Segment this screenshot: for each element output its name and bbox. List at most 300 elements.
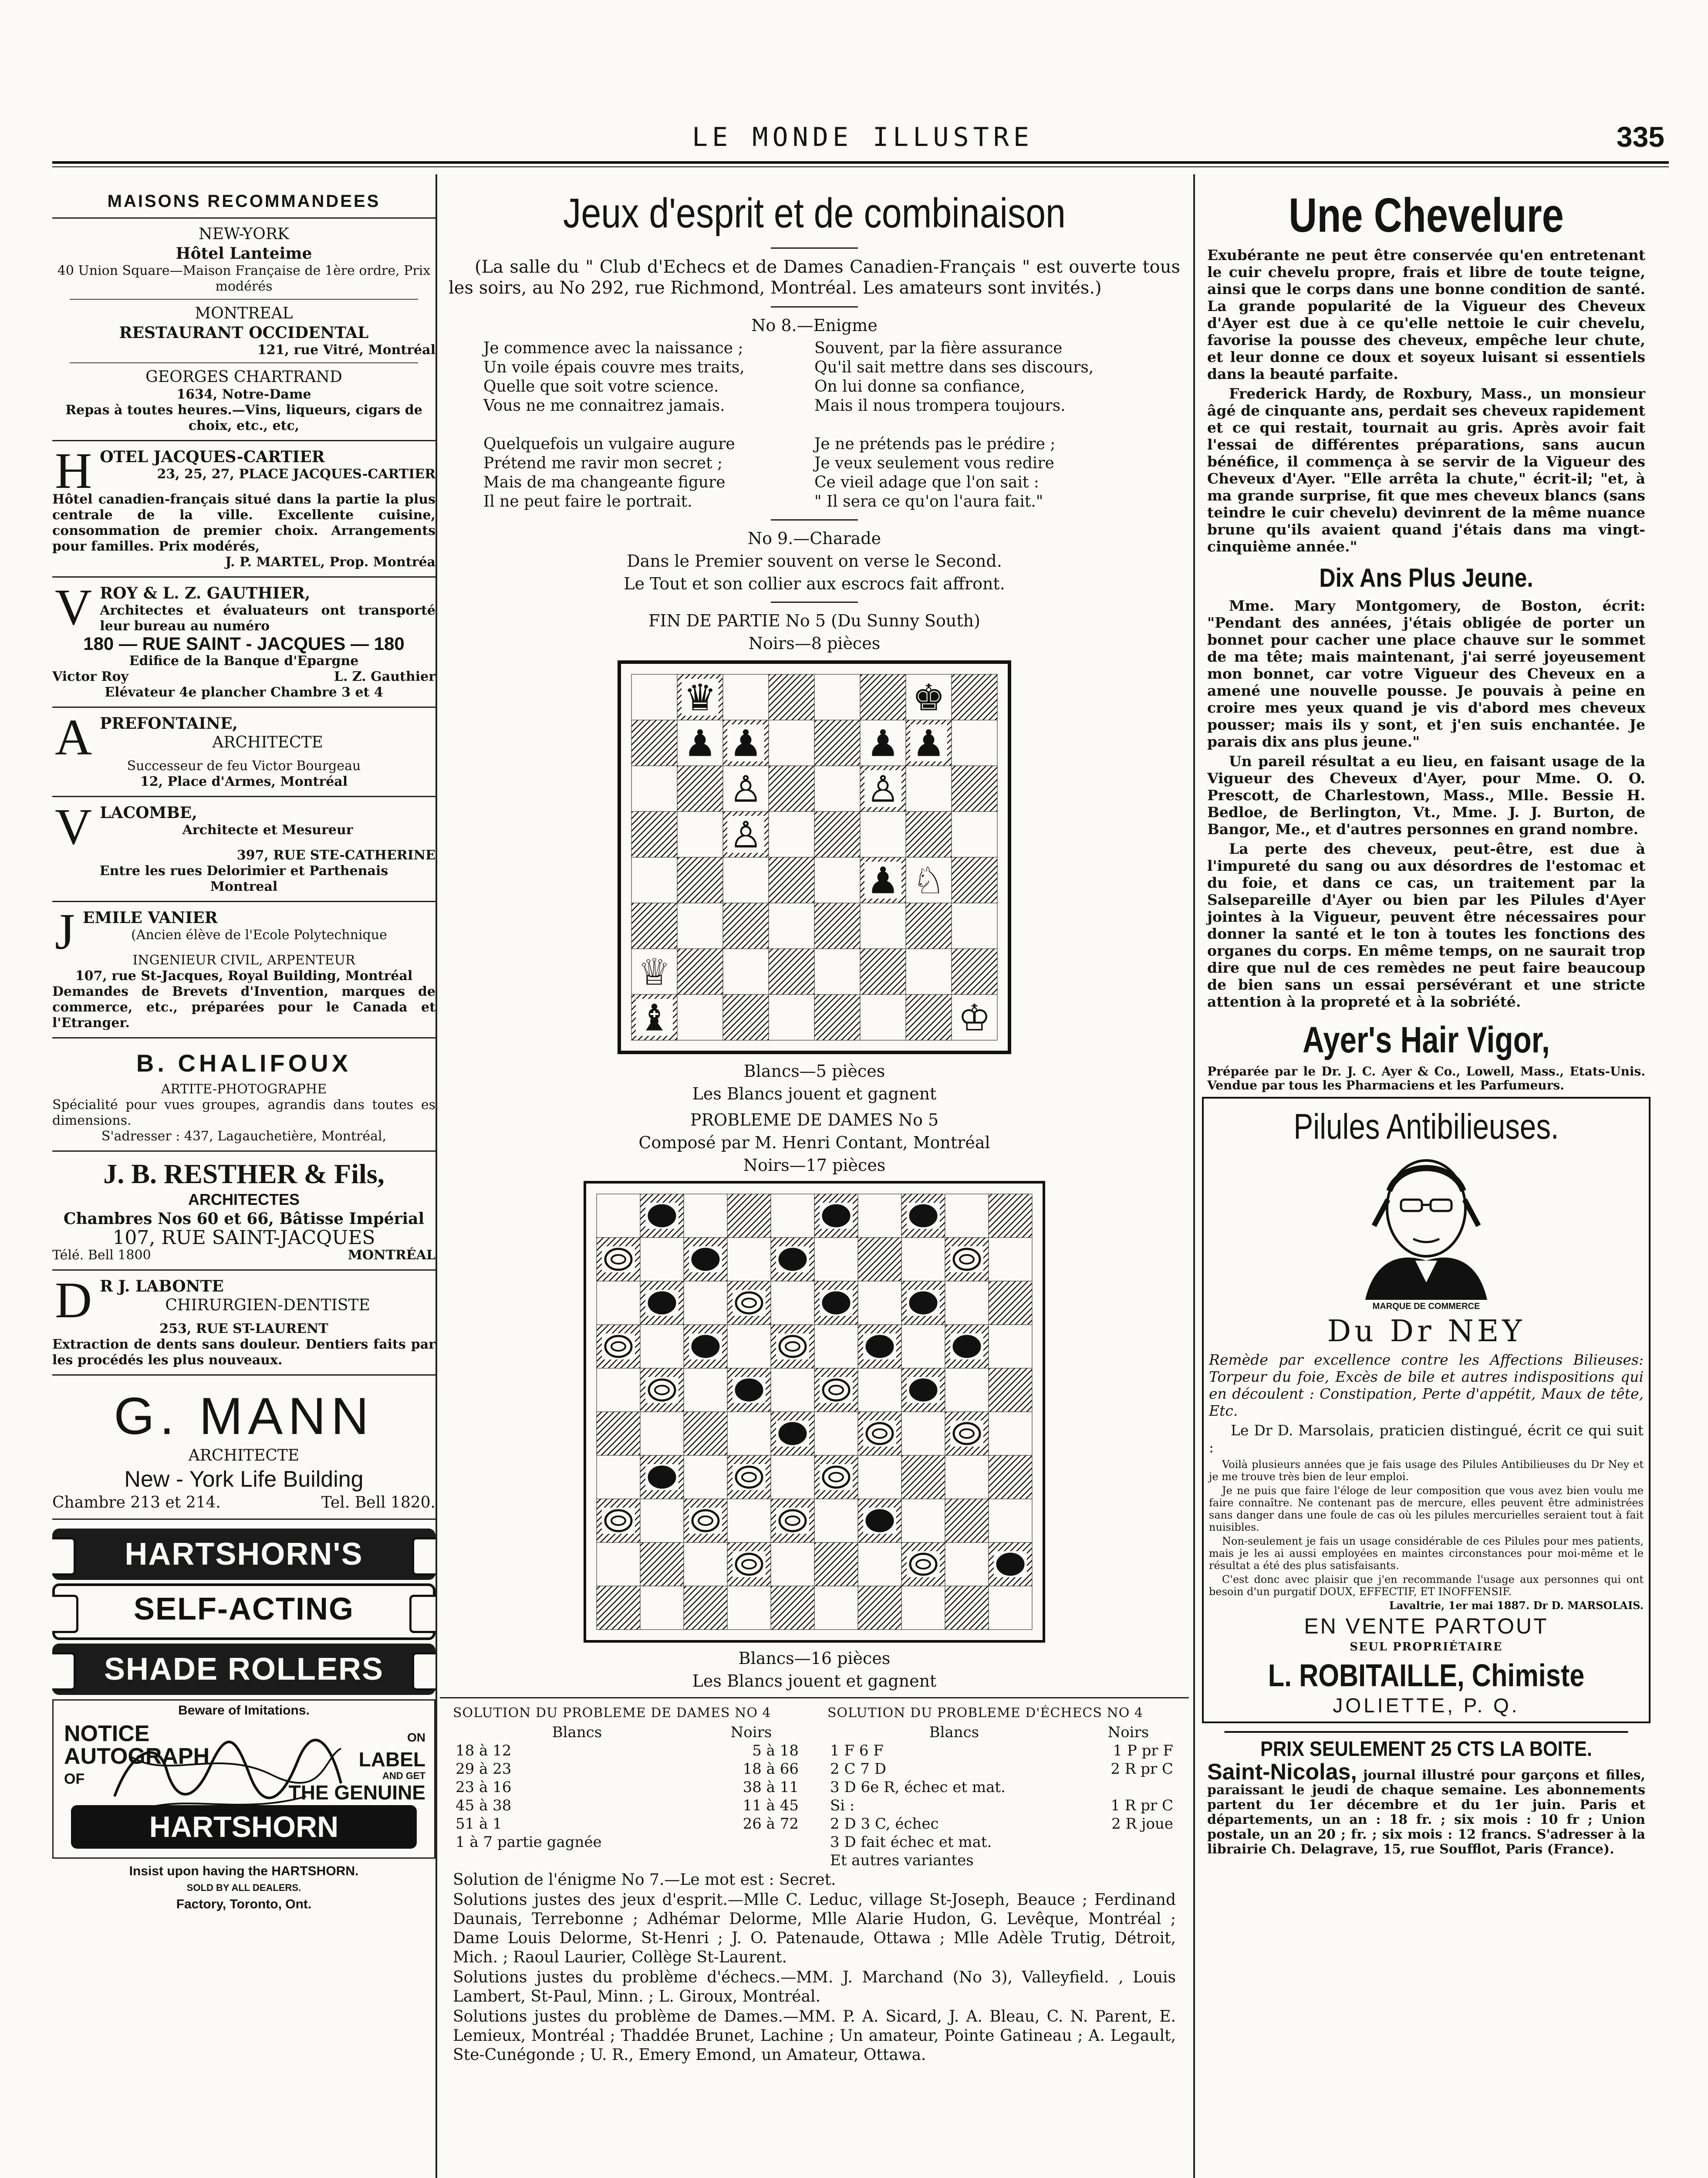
- checkers-square: [684, 1368, 727, 1412]
- roller-banner: [52, 1529, 435, 1580]
- table-row: [453, 1742, 801, 1760]
- dix-ans-p1: Mme. Mary Montgomery, de Boston, écrit: "Pendant des années, j'étais obligée de porter un bonnet pour cacher une place chauve sur le sommet de ma tête; mais maintenant, j'ai serré joyeusement mon bonnet, car votre Vigueur des Cheveux en a amené une nouvelle pousse. Je pouvais à peine en croire mes yeux quand je vis d'abord mes cheveux pousser; mais ils y sont, et j'en suis enchantée. Je parais dix ans plus jeune.": [1207, 597, 1645, 750]
- ad-role: Architecte et Mesureur: [182, 822, 353, 838]
- ad-proprietor: J. P. MARTEL, Prop. Montréa: [225, 555, 435, 570]
- poem-line: Qu'il sait mettre dans ses discours,: [814, 358, 1094, 376]
- chess-square: [952, 674, 997, 720]
- checkers-square: [901, 1412, 945, 1455]
- ad-divider: [52, 707, 435, 708]
- checkers-square: [597, 1586, 640, 1630]
- page-number: 335: [1616, 121, 1664, 153]
- checkers-square: [945, 1499, 989, 1542]
- black-checker: [910, 1292, 936, 1313]
- ad-address: 23, 25, 27, PLACE JACQUES-CARTIER: [157, 467, 435, 482]
- note: Solutions justes du problème d'échecs.—MM. J. Marchand (No 3), Valleyfield. , Louis Lambert, St-Paul, Minn. ; L. Giroux, Montréal.: [453, 1968, 1176, 2006]
- chess-square: [906, 949, 952, 994]
- insist-line: Insist upon having the HARTSHORN.: [129, 1864, 359, 1878]
- saint-nicolas-name: Saint-Nicolas,: [1207, 1759, 1357, 1785]
- ad-role: CHIRURGIEN-DENTISTE: [165, 1296, 370, 1314]
- checkers-square: [771, 1542, 814, 1586]
- saint-nicolas-text: journal illustré pour garçons et filles, paraissant le jeudi de chaque semaine. Les abonnements partent du 1er décembre et du 1er juin. Paris et départements, un an : 18 fr. ; six mois : 10 fr ; Union postale, un an 20 ; fr. ; six mois : 12 francs. S'adresser à la librairie Ch. Delagrave, 15, rue Soufflot, Paris (France).: [1207, 1768, 1645, 1857]
- chess-square: [631, 812, 677, 857]
- ad-desc: Repas à toutes heures.—Vins, liqueurs, cigars de choix, etc., etc,: [65, 402, 422, 433]
- chess-square: [952, 720, 997, 766]
- ad-name: B. CHALIFOUX: [136, 1049, 352, 1077]
- header-cell: Noirs: [730, 1724, 772, 1741]
- chess-caption: Les Blancs jouent et gagnent: [692, 1084, 937, 1103]
- chess-square: [677, 903, 723, 949]
- checkers-square: [945, 1368, 989, 1412]
- table-row: [453, 1833, 801, 1851]
- chess-piece: ♟: [912, 722, 945, 765]
- table-cell: 2 C 7 D: [830, 1760, 886, 1778]
- ad-mann: [52, 1382, 435, 1512]
- chess-piece: ♟: [729, 722, 763, 765]
- checkers-square: [814, 1238, 858, 1281]
- checkers-square: [989, 1238, 1032, 1281]
- ad-address: 180 — RUE SAINT - JACQUES — 180: [83, 633, 405, 654]
- ad-building: Edifice de la Banque d'Epargne: [129, 653, 359, 669]
- dr-ney-title: Du Dr NEY: [1327, 1314, 1526, 1349]
- short-rule: [771, 602, 858, 603]
- ad-address: 121, rue Vitré, Montréal: [257, 342, 435, 358]
- checkers-square: [771, 1455, 814, 1499]
- chess-square: [769, 674, 814, 720]
- chess-square: [631, 903, 677, 949]
- ad-divider: [52, 1269, 435, 1271]
- seul-proprietaire: SEUL PROPRIÉTAIRE: [1350, 1640, 1503, 1654]
- checkers-square: [901, 1455, 945, 1499]
- table-cell: 18 à 66: [743, 1760, 799, 1778]
- white-checker: [605, 1249, 631, 1270]
- header-rule: [52, 161, 1669, 164]
- ad-address: 397, RUE STE-CATHERINE: [236, 848, 435, 863]
- label-line: AND GET: [382, 1770, 425, 1781]
- ad-tel: Tel. Bell 1820.: [321, 1494, 435, 1512]
- short-rule: [771, 306, 858, 308]
- notice-line: NOTICE: [64, 1721, 150, 1746]
- checkers-white-count: Blancs—16 pièces: [738, 1649, 891, 1668]
- checkers-square: [684, 1412, 727, 1455]
- white-checker: [605, 1510, 631, 1531]
- solutions-rule: [440, 1697, 1189, 1698]
- white-checker: [780, 1336, 806, 1357]
- chess-square: [906, 812, 952, 857]
- roller-cap: [52, 1537, 76, 1576]
- roller-text: HARTSHORN'S: [125, 1537, 363, 1572]
- ad-name: R J. LABONTE: [100, 1277, 224, 1295]
- ads-heading: MAISONS RECOMMANDEES: [107, 192, 381, 211]
- roller-cap: [52, 1595, 78, 1633]
- poem-line: On lui donne sa confiance,: [814, 378, 1025, 396]
- ad-name: G. MANN: [114, 1387, 374, 1445]
- ad-address: 107, RUE SAINT-JACQUES: [112, 1227, 375, 1249]
- poem-line: " Il sera ce qu'on l'aura fait.": [814, 493, 1043, 511]
- table-cell: 2 D 3 C, échec: [830, 1815, 939, 1833]
- ad-role: ARCHITECTE: [212, 734, 323, 751]
- letter-paragraph: Non-seulement je fais un usage considérable de ces Pilules pour mes patients, mais je les ai aussi employées en maintes circonstances pour moi-même et le résultat a été des plus satisfaisants.: [1209, 1535, 1644, 1572]
- ad-divider: [52, 576, 435, 578]
- poem-line: Je veux seulement vous redire: [814, 454, 1054, 472]
- table-cell: 1 à 7 partie gagnée: [456, 1833, 602, 1851]
- ad-roy-gauthier: [52, 584, 435, 700]
- enigme-poem: [483, 339, 1145, 511]
- ad-address: 1634, Notre-Dame: [176, 387, 311, 402]
- roller-banner: [52, 1583, 435, 1640]
- table-header: [453, 1723, 801, 1742]
- label-line: LABEL: [358, 1748, 425, 1771]
- checkers-title: PROBLEME DE DAMES No 5: [690, 1110, 939, 1130]
- ad-resther: [52, 1158, 435, 1263]
- chess-square: [631, 857, 677, 903]
- ad-address: 12, Place d'Armes, Montréal: [140, 774, 348, 789]
- checkers-square: [989, 1499, 1032, 1542]
- portrait-illustration: [1348, 1152, 1505, 1300]
- ad-role: ARCHITECTE: [188, 1447, 300, 1464]
- checkers-square: [727, 1325, 771, 1368]
- chess-piece: ♚: [912, 676, 945, 719]
- note: Solution de l'énigme No 7.—Le mot est : Secret.: [453, 1871, 836, 1889]
- notice-line: OF: [64, 1771, 85, 1787]
- chess-square: [952, 812, 997, 857]
- chess-square: [723, 903, 769, 949]
- solution-table: [827, 1723, 1176, 1870]
- table-row: [827, 1796, 1176, 1815]
- table-row: [827, 1778, 1176, 1796]
- left-column-ads: [52, 174, 435, 2178]
- chess-piece: ♟: [866, 859, 900, 902]
- chess-square: [860, 812, 906, 857]
- white-checker: [736, 1292, 762, 1313]
- checkers-square: [597, 1368, 640, 1412]
- checkers-square: [684, 1586, 727, 1630]
- checkers-composer: Composé par M. Henri Contant, Montréal: [638, 1133, 990, 1152]
- ad-city: NEW-YORK: [199, 225, 289, 243]
- black-checker: [823, 1205, 849, 1226]
- ad-divider: [52, 1374, 435, 1376]
- chess-square: [906, 903, 952, 949]
- checkers-square: [727, 1194, 771, 1238]
- white-checker: [780, 1510, 806, 1531]
- chevelure-title: Une Chevelure: [1289, 189, 1564, 242]
- ayer-note: Préparée par le Dr. J. C. Ayer & Co., Lowell, Mass., Etats-Unis. Vendue par tous les Pharmaciens et les Parfumeurs.: [1207, 1064, 1645, 1092]
- checkers-square: [814, 1412, 858, 1455]
- checkers-square: [597, 1542, 640, 1586]
- table-cell: 18 à 12: [456, 1742, 512, 1759]
- checkers-square: [858, 1194, 901, 1238]
- ad-divider: [70, 362, 418, 363]
- black-checker: [736, 1380, 762, 1400]
- chess-square: [769, 857, 814, 903]
- table-cell: 2 R pr C: [1111, 1760, 1173, 1778]
- checkers-square: [727, 1499, 771, 1542]
- table-row: [453, 1778, 801, 1796]
- beware-text: Beware of Imitations.: [178, 1703, 310, 1718]
- table-header: [827, 1723, 1176, 1742]
- checkers-square: [640, 1325, 684, 1368]
- ad-address: 253, RUE ST-LAURENT: [159, 1321, 328, 1336]
- ad-role: ARTITE-PHOTOGRAPHE: [161, 1082, 327, 1097]
- table-cell: 3 D fait échec et mat.: [830, 1833, 992, 1851]
- checkers-square: [727, 1586, 771, 1630]
- checkers-square: [858, 1586, 901, 1630]
- chess-piece: ♙: [866, 768, 900, 811]
- header-cell: Noirs: [1107, 1724, 1149, 1741]
- ad-building: New - York Life Building: [124, 1467, 364, 1492]
- short-rule: [771, 519, 858, 521]
- checkers-square: [814, 1325, 858, 1368]
- table-cell: 29 à 23: [456, 1760, 512, 1778]
- checkers-square: [771, 1586, 814, 1630]
- table-row: [453, 1815, 801, 1833]
- chevelure-lead: Exubérante ne peut être conservée qu'en entretenant le cuir chevelu propre, frais et libre de toute teigne, ainsi que le corps dans une bonne condition de santé. La grande popularité de la Vigueur des Cheveux d'Ayer est due à ce qu'elle nettoie le cuir chevelu, favorise la pousse des cheveux, empêche leur chute, et leur donne ce doux et soyeux luisant si essentiels dans la beauté parfaite.: [1207, 247, 1645, 382]
- partner-left: Victor Roy: [52, 669, 128, 684]
- checkers-square: [858, 1238, 901, 1281]
- ad-divider: [52, 440, 435, 441]
- ad-desc: Hôtel canadien-français situé dans la partie la plus centrale de la ville. Excellente cuisine, consommation de premier choix. Arrangements pour familles. Prix modérés,: [52, 492, 435, 554]
- white-checker: [954, 1249, 980, 1270]
- chess-square: [814, 766, 860, 812]
- ad-between: Entre les rues Delorimier et Parthenais: [99, 863, 388, 879]
- checkers-square: [989, 1455, 1032, 1499]
- checkers-square: [727, 1412, 771, 1455]
- roller-banner: [52, 1644, 435, 1695]
- drop-initial: H: [55, 447, 92, 499]
- poem-line: Mais il nous trompera toujours.: [814, 397, 1066, 415]
- chess-square: [677, 812, 723, 857]
- chess-piece: ♕: [638, 950, 671, 994]
- checkers-square: [858, 1542, 901, 1586]
- chevelure-body: Frederick Hardy, de Roxbury, Mass., un monsieur âgé de cinquante ans, perdait ses cheveux rapidement et ce qui restait, tournait au gris. Après avoir fait l'essai de différentes préparations, sans aucun bénéfice, il commença à se servir de la Vigueur des Cheveux d'Ayer. "Elle arrêta la chute," écrit-il; "et, à ma grande surprise, fit que mes cheveux blancs (sans teindre le cuir chevelu) devinrent de la même nuance brune qu'ils avaient quand j'étais dans ma vingt-cinquième année.": [1207, 385, 1645, 555]
- middle-column-puzzles: [440, 174, 1189, 2178]
- black-checker: [649, 1467, 675, 1488]
- ad-tel: Télé. Bell 1800: [52, 1248, 151, 1263]
- chess-black-count: Noirs—8 pièces: [748, 634, 881, 653]
- roller-cap: [409, 1595, 435, 1633]
- poem-line: Quelquefois un vulgaire augure: [483, 435, 735, 453]
- solution-echecs: [827, 1705, 1176, 1870]
- white-checker: [736, 1467, 762, 1488]
- factory-line: Factory, Toronto, Ont.: [176, 1897, 312, 1911]
- drop-initial: A: [55, 714, 92, 766]
- checkers-square: [597, 1412, 640, 1455]
- partner-right: L. Z. Gauthier: [334, 669, 435, 684]
- black-checker: [649, 1205, 675, 1226]
- table-cell: [1081, 1851, 1176, 1870]
- ad-partners: [52, 669, 435, 685]
- ad-vanier: [52, 908, 435, 1031]
- chess-square: [769, 812, 814, 857]
- checkers-square: [945, 1586, 989, 1630]
- poem-line: Quelle que soit votre science.: [483, 378, 719, 396]
- ad-footer: [52, 1248, 435, 1263]
- note: Solutions justes du problème de Dames.—MM. P. A. Sicard, J. A. Bleau, C. N. Parent, E. Lemieux, Montréal ; Thaddée Brunet, Lachine ; Un amateur, Pointe Gatineau ; A. Legault, Ste-Cunégonde ; U. R., Emery Emond, un Amateur, Ottawa.: [453, 2008, 1176, 2064]
- white-checker: [954, 1423, 980, 1444]
- checkers-square: [901, 1499, 945, 1542]
- ayer-title: Ayer's Hair Vigor,: [1303, 1019, 1550, 1060]
- checkers-square: [684, 1281, 727, 1325]
- poem-line: Il ne peut faire le portrait.: [483, 493, 692, 511]
- checkers-square: [945, 1194, 989, 1238]
- checkers-square: [684, 1194, 727, 1238]
- trademark-label: MARQUE DE COMMERCE: [1372, 1302, 1480, 1311]
- signature-box: [52, 1699, 435, 1859]
- header-cell: Blancs: [552, 1724, 602, 1741]
- ad-labonte: [52, 1277, 435, 1368]
- chess-piece: ♙: [729, 768, 763, 811]
- black-checker: [997, 1554, 1023, 1575]
- ad-divider: [52, 217, 435, 219]
- table-row: [453, 1760, 801, 1778]
- poem-line: Un voile épais couvre mes traits,: [483, 358, 745, 376]
- ad-divider: [52, 1150, 435, 1152]
- chess-square: [677, 949, 723, 994]
- checkers-square: [989, 1412, 1032, 1455]
- chess-square: [677, 857, 723, 903]
- checkers-square: [945, 1542, 989, 1586]
- checkers-square: [640, 1238, 684, 1281]
- white-checker: [736, 1554, 762, 1575]
- chess-square: [952, 903, 997, 949]
- ad-name: LACOMBE,: [100, 804, 197, 822]
- drop-initial: J: [55, 908, 75, 960]
- ad-desc: Successeur de feu Victor Bourgeau: [127, 758, 361, 774]
- checkers-square: [858, 1455, 901, 1499]
- black-checker: [867, 1510, 893, 1531]
- black-checker: [954, 1336, 980, 1357]
- table-cell: [701, 1833, 801, 1851]
- remede-text: Remède par excellence contre les Affections Bilieuses: Torpeur du foie, Excès de bile et autres indispositions qui en découlent : Constipation, Perte d'appétit, Maux de tête, Etc.: [1209, 1351, 1644, 1419]
- ad-desc: Extraction de dents sans douleur. Dentiers faits par les procédés les plus nouveaux.: [52, 1337, 435, 1368]
- ad-footer: [52, 1493, 435, 1512]
- table-row: [827, 1833, 1176, 1851]
- chess-white-count: Blancs—5 pièces: [743, 1062, 885, 1081]
- table-cell: 5 à 18: [752, 1742, 799, 1759]
- chess-square: [723, 949, 769, 994]
- en-vente: EN VENTE PARTOUT: [1304, 1614, 1549, 1638]
- checkers-square: [814, 1586, 858, 1630]
- checkers-square: [989, 1281, 1032, 1325]
- checkers-square: [989, 1586, 1032, 1630]
- chess-square: [814, 812, 860, 857]
- charade-line: Le Tout et son collier aux escrocs fait affront.: [624, 574, 1005, 593]
- black-checker: [910, 1205, 936, 1226]
- table-cell: 23 à 16: [456, 1779, 512, 1796]
- ad-city: Montreal: [210, 879, 278, 894]
- chess-square: [769, 720, 814, 766]
- table-cell: 45 à 38: [456, 1797, 512, 1814]
- checkers-square: [814, 1499, 858, 1542]
- table-cell: 1 R pr C: [1111, 1797, 1173, 1814]
- black-checker: [823, 1292, 849, 1313]
- poem-line: Vous ne me connaitrez jamais.: [483, 397, 725, 415]
- answer-notes: [440, 1870, 1189, 2065]
- ad-city: MONTREAL: [195, 304, 293, 322]
- chess-square: [677, 994, 723, 1040]
- poem-line: Souvent, par la fière assurance: [814, 339, 1063, 357]
- checkers-square: [771, 1368, 814, 1412]
- checkers-square: [597, 1455, 640, 1499]
- table-row: [827, 1760, 1176, 1778]
- ad-name: RESTAURANT OCCIDENTAL: [119, 324, 369, 342]
- table-row: [827, 1815, 1176, 1833]
- ad-chalifoux: [52, 1045, 435, 1144]
- table-row: [453, 1796, 801, 1815]
- white-checker: [910, 1554, 936, 1575]
- table-cell: 26 à 72: [743, 1815, 799, 1833]
- ad-rooms: Chambre 213 et 214.: [52, 1494, 221, 1512]
- white-checker: [605, 1336, 631, 1357]
- running-head: [44, 118, 1682, 157]
- section-title: Jeux d'esprit et de combinaison: [563, 190, 1066, 237]
- chess-square: [814, 994, 860, 1040]
- white-checker: [867, 1423, 893, 1444]
- checkers-square: [858, 1368, 901, 1412]
- chess-square: [631, 766, 677, 812]
- poem-left: [483, 339, 814, 511]
- stanza-gap: [814, 416, 1145, 435]
- enigme-title: No 8.—Enigme: [751, 316, 878, 335]
- solution-dames: [453, 1705, 801, 1870]
- ad-name: EMILE VANIER: [82, 909, 218, 927]
- ad-desc: Spécialité pour vues groupes, agrandis dans toutes es dimensions.: [52, 1097, 435, 1128]
- chess-square: [723, 994, 769, 1040]
- ad-role: ARCHITECTES: [188, 1190, 300, 1208]
- dix-ans-p3: La perte des cheveux, peut-être, est due à l'impureté du sang ou aux désordres de l'estomac et du foie, et dans ce cas, un traitement par la Salsepareille d'Ayer ou bien par les Pilules d'Ayer jointes à la Vigueur, peuvent être nécessaires pour donner la santé et le ton à toutes les fonctions des organes du corps. En même temps, on ne saurait trop dire que nul de ces remèdes ne peut faire beaucoup de bien sans un essai persévérant et une stricte attention à la propreté et à la sobriété.: [1207, 840, 1645, 1010]
- saint-nicolas-ad: [1207, 1759, 1645, 1857]
- checkers-black-count: Noirs—17 pièces: [743, 1156, 886, 1175]
- dix-ans-p2: Un pareil résultat a eu lieu, en faisant usage de la Vigueur des Cheveux d'Ayer, pour Mme. O. O. Prescott, de Charlestown, Mass., Mlle. Bessie H. Bedloe, de Berlington, Vt., Mme. J. J. Burton, de Bangor, Me., et d'autres personnes en grand nombre.: [1207, 753, 1645, 838]
- solution-title: SOLUTION DU PROBLEME DE DAMES NO 4: [453, 1705, 771, 1721]
- table-cell: [1081, 1778, 1176, 1796]
- ad-name: ROY & L. Z. GAUTHIER,: [100, 584, 311, 602]
- poem-line: Ce vieil adage que l'on sait :: [814, 473, 1039, 491]
- ad-restaurant-occidental: [52, 304, 435, 358]
- ad-rooms: Chambres Nos 60 et 66, Bâtisse Impérial: [63, 1210, 425, 1228]
- chess-piece: ♙: [729, 813, 763, 856]
- black-checker: [780, 1249, 806, 1270]
- ad-desc: (Ancien élève de l'Ecole Polytechnique: [131, 927, 387, 943]
- ad-prefontaine: [52, 714, 435, 790]
- chess-square: [860, 994, 906, 1040]
- chess-square: [677, 766, 723, 812]
- checkers-square: [814, 1542, 858, 1586]
- roller-text: SELF-ACTING: [134, 1592, 354, 1627]
- journal-title: LE MONDE ILLUSTRE: [692, 122, 1034, 152]
- chess-square: [952, 949, 997, 994]
- chess-square: [814, 903, 860, 949]
- white-checker: [823, 1467, 849, 1488]
- chess-square: [860, 949, 906, 994]
- chess-piece: ♟: [683, 722, 717, 765]
- sold-line: SOLD BY ALL DEALERS.: [186, 1882, 301, 1893]
- ad-city: MONTRÉAL: [348, 1248, 435, 1263]
- ad-name: Hôtel Lanteime: [176, 244, 312, 263]
- short-rule: [771, 247, 858, 249]
- ad-divider: [52, 796, 435, 797]
- table-cell: Si :: [830, 1797, 855, 1814]
- ad-name: PREFONTAINE,: [100, 714, 238, 733]
- chess-piece: ♘: [912, 859, 945, 902]
- black-checker: [867, 1336, 893, 1357]
- checkers-square: [771, 1281, 814, 1325]
- checkers-square: [727, 1238, 771, 1281]
- chess-square: [769, 903, 814, 949]
- checkers-square: [901, 1325, 945, 1368]
- roller-text: SHADE ROLLERS: [104, 1652, 384, 1687]
- poem-line: Je commence avec la naissance ;: [483, 339, 743, 357]
- checkers-square: [684, 1542, 727, 1586]
